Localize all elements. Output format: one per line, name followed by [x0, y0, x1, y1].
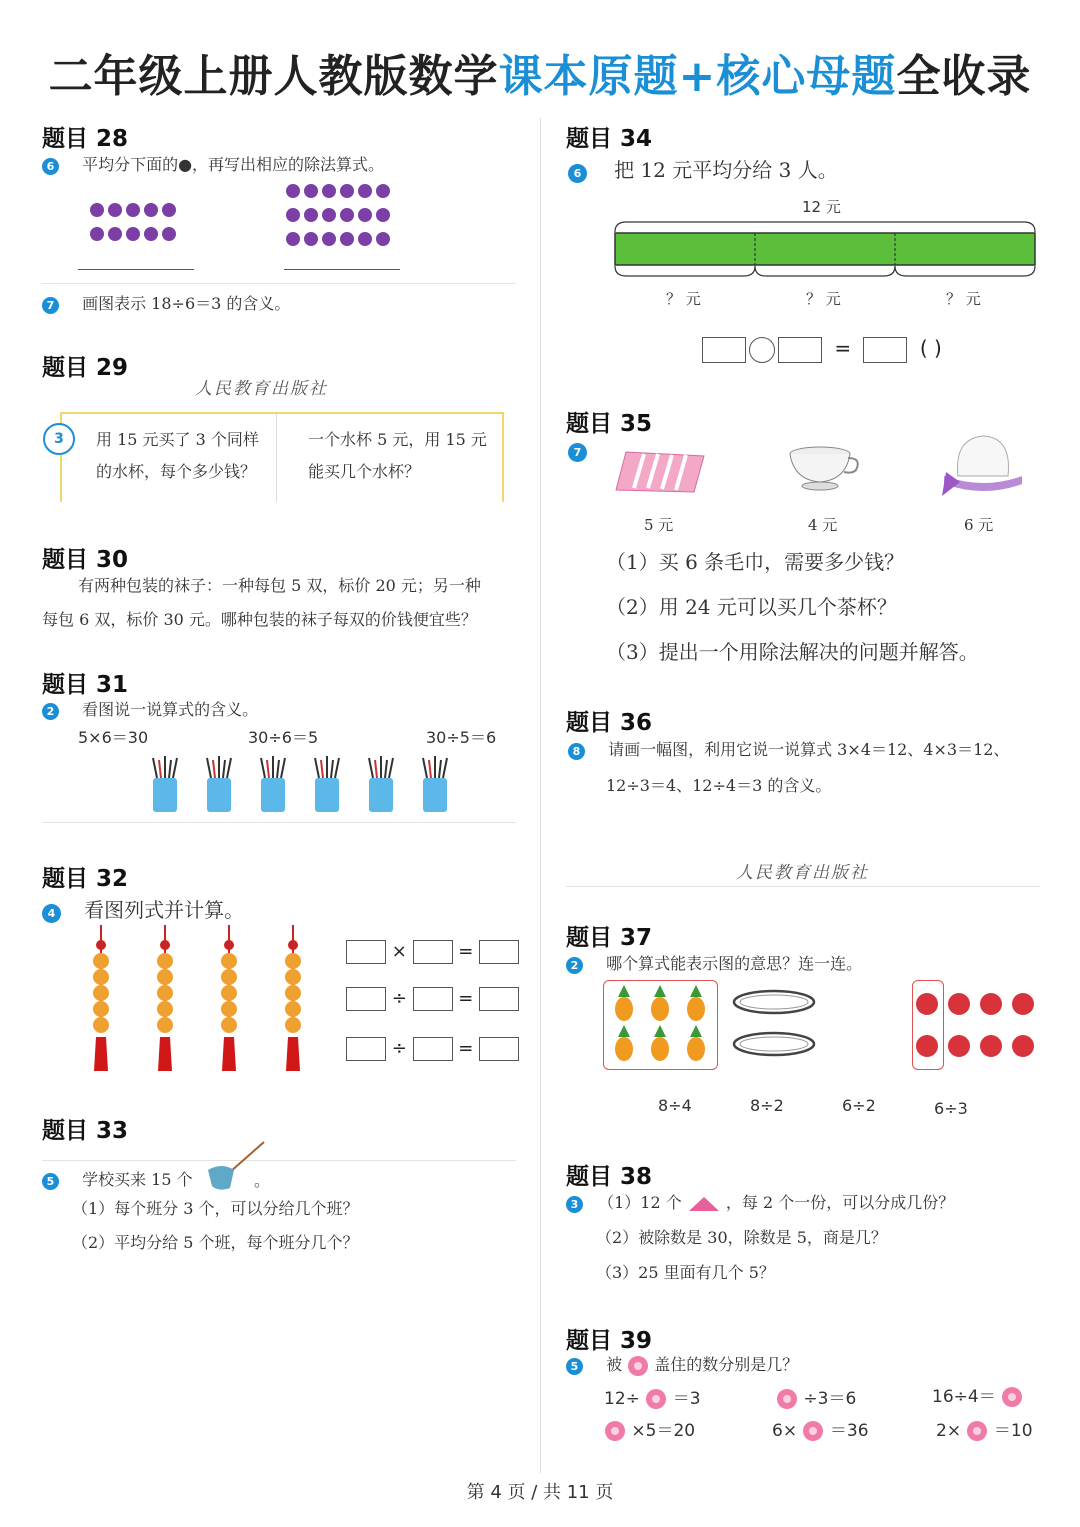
- q37-text: 哪个算式能表示图的意思？连一连。: [606, 954, 863, 973]
- q35-item: [568, 441, 587, 462]
- q28-text-7: 画图表示 18÷6＝3 的含义。: [82, 294, 291, 313]
- q34-part-label: ？ 元: [946, 290, 981, 308]
- separator: [566, 886, 1040, 887]
- pencil-cup-icon: [307, 754, 347, 814]
- pineapple-icons: [604, 981, 717, 1069]
- dots-group-left: [88, 200, 188, 248]
- q32-equation-row-3: ÷ =: [346, 1037, 519, 1061]
- q34-item: [568, 154, 838, 183]
- q28-number-7: 7: [42, 297, 59, 314]
- page-title: [0, 40, 1080, 104]
- q37-option-1: 8÷4: [658, 1096, 692, 1115]
- pomegranate-icons: [912, 986, 1040, 1066]
- flower-icon: [966, 1420, 988, 1442]
- towel-price: 5 元: [644, 516, 674, 534]
- q36-number: 8: [568, 743, 585, 760]
- q38-number: 3: [566, 1196, 583, 1213]
- q29-question-a: 用 15 元买了 3 个同样的水杯，每个多少钱？: [96, 430, 259, 481]
- separator: [42, 283, 516, 284]
- q33-text: 学校买来 15 个: [82, 1170, 193, 1189]
- pineapple-group: [603, 980, 718, 1070]
- publisher-logo: 人民教育出版社: [195, 379, 328, 399]
- title-part-1: 二年级上册人教版数学: [48, 51, 499, 102]
- q34-total-label: 12 元: [802, 198, 841, 216]
- q31-text: 看图说一说算式的含义。: [82, 700, 259, 719]
- q37-option-4: 6÷3: [934, 1099, 968, 1118]
- persimmon-string-icon: [274, 925, 312, 1073]
- q34-part-label: ？ 元: [666, 290, 701, 308]
- q39-equation-1: 12÷ ＝3: [604, 1389, 701, 1409]
- q39-equation-3: 16÷4＝: [932, 1382, 1023, 1408]
- answer-line: [284, 269, 400, 270]
- pencil-cup-icon: [253, 754, 293, 814]
- q33-number: 5: [42, 1173, 59, 1190]
- q39-heading: 题目 39: [566, 1328, 653, 1354]
- page-footer: 第 4 页 / 共 11 页: [466, 1482, 614, 1503]
- q38-sub-3: （3）25 里面有几个 5？: [596, 1263, 775, 1282]
- q30-text-2: 每包 6 双，标价 30 元。哪种包装的袜子每双的价钱便宜些？: [42, 610, 477, 629]
- publisher-logo: 人民教育出版社: [736, 863, 869, 883]
- title-part-2: 课本原题+核心母题: [498, 51, 897, 102]
- q31-equation-2: 30÷6＝5: [248, 728, 319, 747]
- pencil-cup-icon: [415, 754, 455, 814]
- q28-heading: 题目 28: [42, 126, 129, 152]
- q31-equation-1: 5×6＝30: [78, 728, 149, 747]
- pencil-cup-icon: [361, 754, 401, 814]
- q38-sub-1a: （1）12 个: [598, 1193, 682, 1212]
- q36-text-2: 12÷3＝4、12÷4＝3 的含义。: [606, 776, 832, 795]
- q33-sub-1: （1）每个班分 3 个，可以分给几个班？: [72, 1199, 359, 1218]
- dots-group-right: [284, 181, 404, 253]
- q35-sub-1: （1）买 6 条毛巾，需要多少钱？: [606, 550, 905, 574]
- flower-icon: [645, 1388, 667, 1410]
- q39-text-b: 盖住的数分别是几？: [654, 1355, 799, 1374]
- towel-icon: [612, 448, 706, 494]
- q32-heading: 题目 32: [42, 866, 129, 892]
- q29-heading: 题目 29: [42, 355, 129, 381]
- q28-number-6: 6: [42, 158, 59, 175]
- q31-item: [42, 697, 258, 720]
- q28-item7: [42, 291, 290, 314]
- q36-heading: 题目 36: [566, 710, 653, 736]
- q30-heading: 题目 30: [42, 547, 129, 573]
- q32-equation-row-2: ÷ =: [346, 987, 519, 1011]
- flower-icon: [627, 1355, 649, 1377]
- q29-question-b: 一个水杯 5 元，用 15 元能买几个水杯？: [308, 430, 487, 481]
- separator: [42, 1160, 516, 1161]
- q39-equation-6: 2× ＝10: [936, 1421, 1033, 1441]
- title-part-3: 全收录: [896, 51, 1032, 102]
- q38-heading: 题目 38: [566, 1164, 653, 1190]
- q29-number: 3: [43, 423, 75, 455]
- teacup-icon: [786, 444, 862, 492]
- q33-sub-2: （2）平均分给 5 个班，每个班分几个？: [72, 1233, 359, 1252]
- q28-item6: [42, 152, 384, 175]
- q38-sub-1b: ，每 2 个一份，可以分成几份？: [725, 1193, 955, 1212]
- q35-number: 7: [568, 443, 587, 462]
- q39-number: 5: [566, 1358, 583, 1375]
- flower-icon: [604, 1420, 626, 1442]
- hat-icon: [936, 432, 1026, 504]
- q38-sub-2: （2）被除数是 30，除数是 5，商是几？: [596, 1228, 887, 1247]
- answer-line: [78, 269, 194, 270]
- q31-number: 2: [42, 703, 59, 720]
- q39-equation-2: ÷3＝6: [776, 1384, 856, 1410]
- q33-item: [42, 1167, 193, 1190]
- q35-heading: 题目 35: [566, 411, 653, 437]
- q33-text-end: 。: [254, 1171, 271, 1190]
- q37-item: [566, 951, 862, 974]
- q32-text: 看图列式并计算。: [84, 898, 245, 922]
- persimmon-string-icon: [210, 925, 248, 1073]
- q34-number: 6: [568, 164, 587, 183]
- q33-heading: 题目 33: [42, 1118, 129, 1144]
- flower-icon: [776, 1388, 798, 1410]
- q34-part-label: ？ 元: [806, 290, 841, 308]
- persimmon-strings: [82, 925, 312, 1073]
- q32-equation-row-1: × =: [346, 940, 519, 964]
- flower-icon: [1001, 1386, 1023, 1408]
- q35-sub-2: （2）用 24 元可以买几个茶杯？: [606, 595, 897, 619]
- q31-heading: 题目 31: [42, 672, 129, 698]
- q34-equation: = ( ): [702, 336, 942, 363]
- plate-icons: [732, 988, 816, 1060]
- q39-equation-4: ×5＝20: [604, 1416, 695, 1442]
- hat-price: 6 元: [964, 516, 994, 534]
- q37-number: 2: [566, 957, 583, 974]
- q38-item: [566, 1190, 954, 1213]
- q32-item: [42, 894, 244, 923]
- q36-text-1: 请画一幅图，利用它说一说算式 3×4＝12、4×3＝12、: [608, 740, 1010, 759]
- q32-number: 4: [42, 904, 61, 923]
- q37-option-2: 8÷2: [750, 1096, 784, 1115]
- q39-text-a: 被: [606, 1355, 623, 1374]
- teacup-price: 4 元: [808, 516, 838, 534]
- q34-bar-diagram: [612, 214, 1038, 284]
- pencil-cup-icon: [145, 754, 185, 814]
- q37-option-3: 6÷2: [842, 1096, 876, 1115]
- q31-equation-3: 30÷5＝6: [426, 728, 497, 747]
- q28-text-6: 平均分下面的●，再写出相应的除法算式。: [82, 155, 385, 174]
- separator: [42, 822, 516, 823]
- q37-heading: 题目 37: [566, 925, 653, 951]
- q29-box: [60, 412, 504, 502]
- pencil-cup-icon: [199, 754, 239, 814]
- column-divider: [540, 118, 541, 1473]
- persimmon-string-icon: [146, 925, 184, 1073]
- q34-heading: 题目 34: [566, 126, 653, 152]
- q36-item: [568, 737, 1009, 760]
- q34-text: 把 12 元平均分给 3 人。: [614, 158, 838, 182]
- flower-icon: [802, 1420, 824, 1442]
- q39-equation-5: 6× ＝36: [772, 1421, 869, 1441]
- triangle-icon: [687, 1195, 721, 1213]
- pencil-cups: [145, 752, 455, 814]
- q30-text-1: 有两种包装的袜子：一种每包 5 双，标价 20 元；另一种: [78, 576, 481, 595]
- q39-item: [566, 1352, 798, 1377]
- q35-sub-3: （3）提出一个用除法解决的问题并解答。: [606, 640, 979, 664]
- persimmon-string-icon: [82, 925, 120, 1073]
